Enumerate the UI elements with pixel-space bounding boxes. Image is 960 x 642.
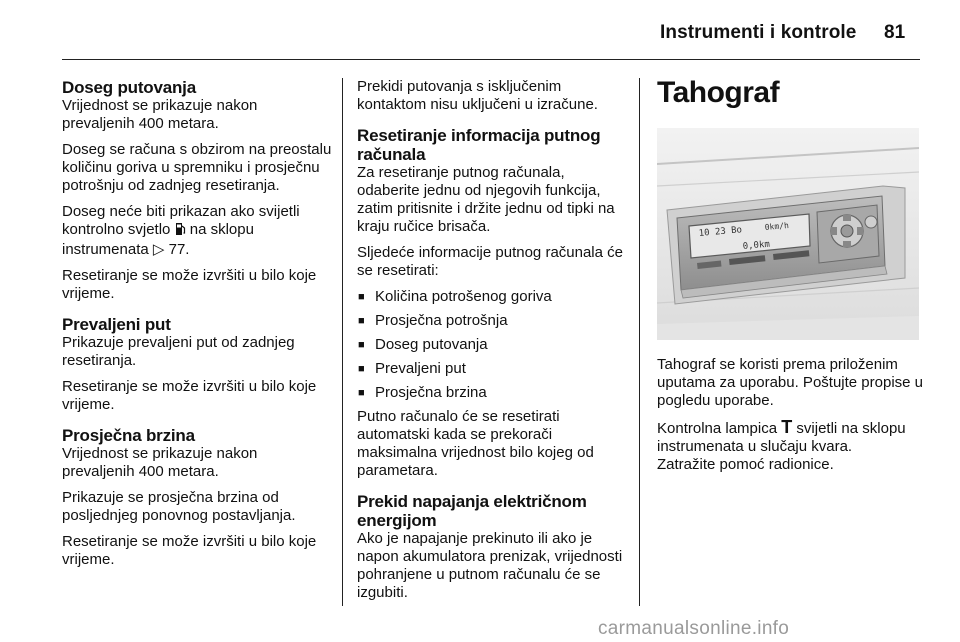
- column-2: [357, 78, 625, 614]
- tachograph-warning-icon: T: [781, 417, 793, 437]
- section-title-brzina: Prosječna brzina: [62, 426, 195, 445]
- watermark: carmanualsonline.info: [598, 618, 790, 639]
- paragraph: Sljedeće informacije putnog računala će se resetirati:: [357, 244, 623, 279]
- page-number: 81: [884, 22, 906, 43]
- paragraph: Resetiranje se može izvršiti u bilo koje vrijeme.: [62, 378, 317, 413]
- paragraph: Vrijednost se prikazuje nakon prevaljenih 400 metara.: [62, 445, 258, 480]
- paragraph: Ako je napajanje prekinuto ili ako je napon akumulatora prenizak, vrijednosti pohranjene u putnom računalu će se izgubiti.: [357, 530, 623, 601]
- page-header: [0, 0, 960, 60]
- section-title-prekid: Prekid napajanja električnom energijom: [357, 492, 587, 530]
- column-divider-1: [342, 78, 343, 606]
- tachograph-image: [657, 128, 919, 340]
- section-title-tahograf: Tahograf: [657, 76, 780, 109]
- page-reference[interactable]: 77.: [168, 241, 190, 258]
- display-line-2: 0,0km: [742, 239, 771, 252]
- list-item: ■ Prosječna potrošnja: [357, 312, 625, 330]
- section-title-doseg: Doseg putovanja: [62, 78, 196, 97]
- text: svijetli na sklopu instrumenata u slučaju kvara.: [657, 420, 906, 455]
- text: Kontrolna lampica: [657, 420, 778, 437]
- paragraph: Zatražite pomoć radionice.: [657, 456, 834, 473]
- column-1: [62, 78, 332, 581]
- section-doseg: [62, 78, 332, 303]
- reference-arrow-icon[interactable]: ▷: [152, 241, 165, 258]
- paragraph-warning-light: [657, 418, 927, 456]
- paragraph: Resetiranje se može izvršiti u bilo koje vrijeme.: [62, 267, 317, 302]
- header-title: Instrumenti i kontrole: [660, 22, 857, 43]
- fuel-pump-icon: [175, 222, 186, 241]
- paragraph: Za resetiranje putnog računala, odaberite jednu od njegovih funkcija, zatim pritisnite i držite jednu od tipki na kraju ručice brisača.: [357, 164, 615, 235]
- header-rule: [62, 59, 920, 60]
- list-item: ■ Prosječna brzina: [357, 384, 625, 402]
- reset-list: [357, 288, 625, 402]
- section-title-put: Prevaljeni put: [62, 315, 171, 334]
- display-unit: 0km/h: [764, 220, 790, 232]
- paragraph: Putno računalo će se resetirati automatski kada se prekorači maksimalna vrijednost bilo kojeg od parametara.: [357, 408, 594, 479]
- section-title-reset: Resetiranje informacija putnog računala: [357, 126, 601, 164]
- paragraph: Doseg se računa s obzirom na preostalu količinu goriva u spremniku i prosječnu potrošnju od zadnjeg resetiranja.: [62, 141, 332, 194]
- list-item: ■ Doseg putovanja: [357, 336, 625, 354]
- paragraph: Prekidi putovanja s isključenim kontaktom nisu uključeni u izračune.: [357, 78, 598, 113]
- section-prekid: [357, 492, 625, 602]
- column-divider-2: [639, 78, 640, 606]
- text: na sklopu instrumenata: [62, 221, 254, 258]
- paragraph: Resetiranje se može izvršiti u bilo koje vrijeme.: [62, 533, 317, 568]
- paragraph: Vrijednost se prikazuje nakon prevaljenih 400 metara.: [62, 97, 258, 132]
- paragraph: Tahograf se koristi prema priloženim uputama za uporabu. Poštujte propise u pogledu uporabe.: [657, 356, 924, 409]
- section-reset: [357, 126, 625, 480]
- section-brzina: [62, 426, 332, 569]
- section-put: [62, 315, 332, 414]
- list-item: ■ Količina potrošenog goriva: [357, 288, 625, 306]
- paragraph: Prikazuje prevaljeni put od zadnjeg resetiranja.: [62, 334, 295, 369]
- column-3: [657, 78, 927, 482]
- list-item: ■ Prevaljeni put: [357, 360, 625, 378]
- paragraph-warning-light: [62, 203, 332, 259]
- text: Doseg neće biti prikazan ako svijetli kontrolno svjetlo: [62, 203, 300, 238]
- paragraph: Prikazuje se prosječna brzina od posljednjeg ponovnog postavljanja.: [62, 489, 296, 524]
- display-line-1: 10 23 Bo: [698, 225, 743, 239]
